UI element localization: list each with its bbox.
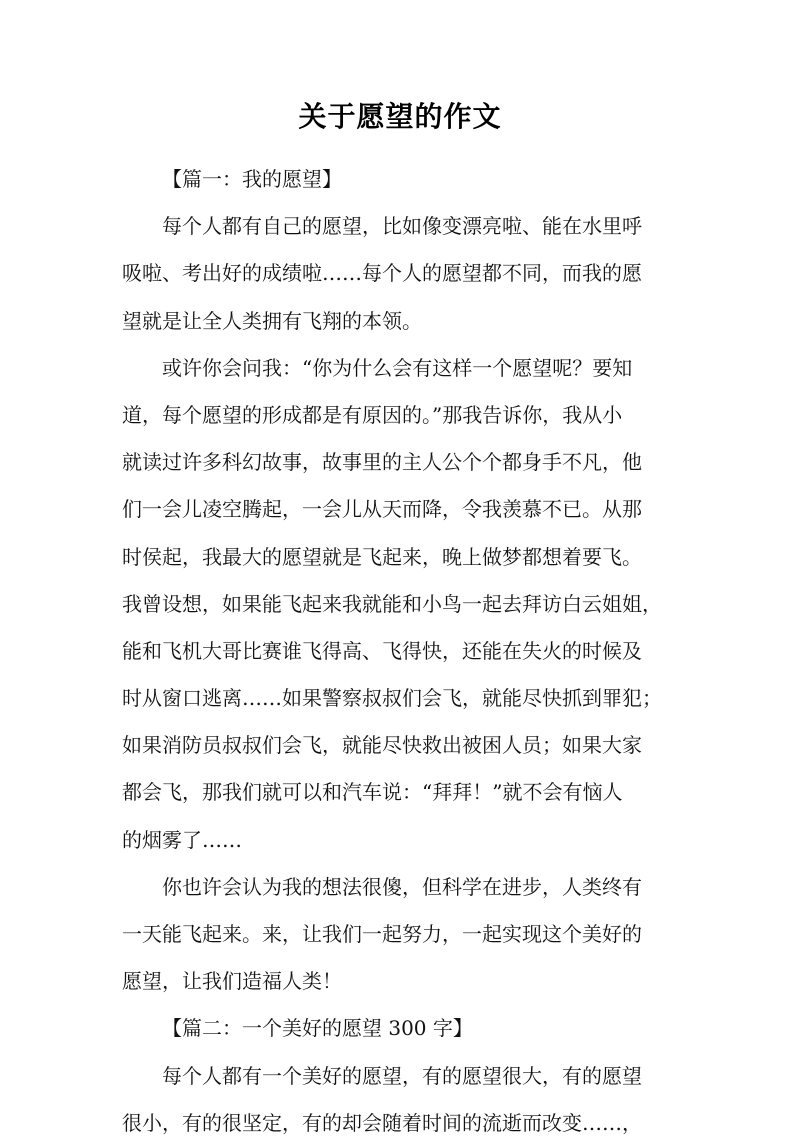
paragraph-line: 都会飞，那我们就可以和汽车说：“拜拜！”就不会有恼人 <box>122 780 623 805</box>
document-title: 关于愿望的作文 <box>298 100 502 133</box>
paragraph-line: 你也许会认为我的想法很傻，但科学在进步，人类终有 <box>162 874 642 899</box>
paragraph-line: 的烟雾了…… <box>122 827 242 852</box>
section-heading-2: 【篇二：一个美好的愿望 300 字】 <box>162 1016 473 1041</box>
paragraph-line: 每个人都有自己的愿望，比如像变漂亮啦、能在水里呼 <box>162 214 642 239</box>
paragraph-line: 愿望，让我们造福人类！ <box>122 969 342 994</box>
paragraph-line: 如果消防员叔叔们会飞，就能尽快救出被困人员；如果大家 <box>122 733 642 758</box>
paragraph-line: 能和飞机大哥比赛谁飞得高、飞得快，还能在失火的时候及 <box>122 638 642 663</box>
paragraph-line: 每个人都有一个美好的愿望，有的愿望很大，有的愿望 <box>162 1063 642 1088</box>
section-heading-1: 【篇一：我的愿望】 <box>162 167 342 191</box>
paragraph-line: 我曾设想，如果能飞起来我就能和小鸟一起去拜访白云姐姐， <box>122 591 662 616</box>
paragraph-line: 们一会儿凌空腾起，一会儿从天而降，令我羡慕不已。从那 <box>122 497 642 522</box>
paragraph-line: 一天能飞起来。来，让我们一起努力，一起实现这个美好的 <box>122 922 642 946</box>
document-body <box>122 156 682 1147</box>
paragraph-line: 或许你会问我：“你为什么会有这样一个愿望呢？要知 <box>162 355 633 380</box>
paragraph-line: 时侯起，我最大的愿望就是飞起来，晚上做梦都想着要飞。 <box>122 544 642 569</box>
paragraph-line: 很小，有的很坚定，有的却会随着时间的流逝而改变……， <box>122 1110 642 1135</box>
paragraph-line: 吸啦、考出好的成绩啦……每个人的愿望都不同，而我的愿 <box>122 261 642 286</box>
paragraph-line: 道，每个愿望的形成都是有原因的。”那我告诉你，我从小 <box>122 402 623 427</box>
paragraph-line: 就读过许多科幻故事，故事里的主人公个个都身手不凡，他 <box>122 450 642 475</box>
paragraph-line: 时从窗口逃离……如果警察叔叔们会飞，就能尽快抓到罪犯； <box>122 686 662 711</box>
paragraph-line: 望就是让全人类拥有飞翔的本领。 <box>122 308 422 333</box>
